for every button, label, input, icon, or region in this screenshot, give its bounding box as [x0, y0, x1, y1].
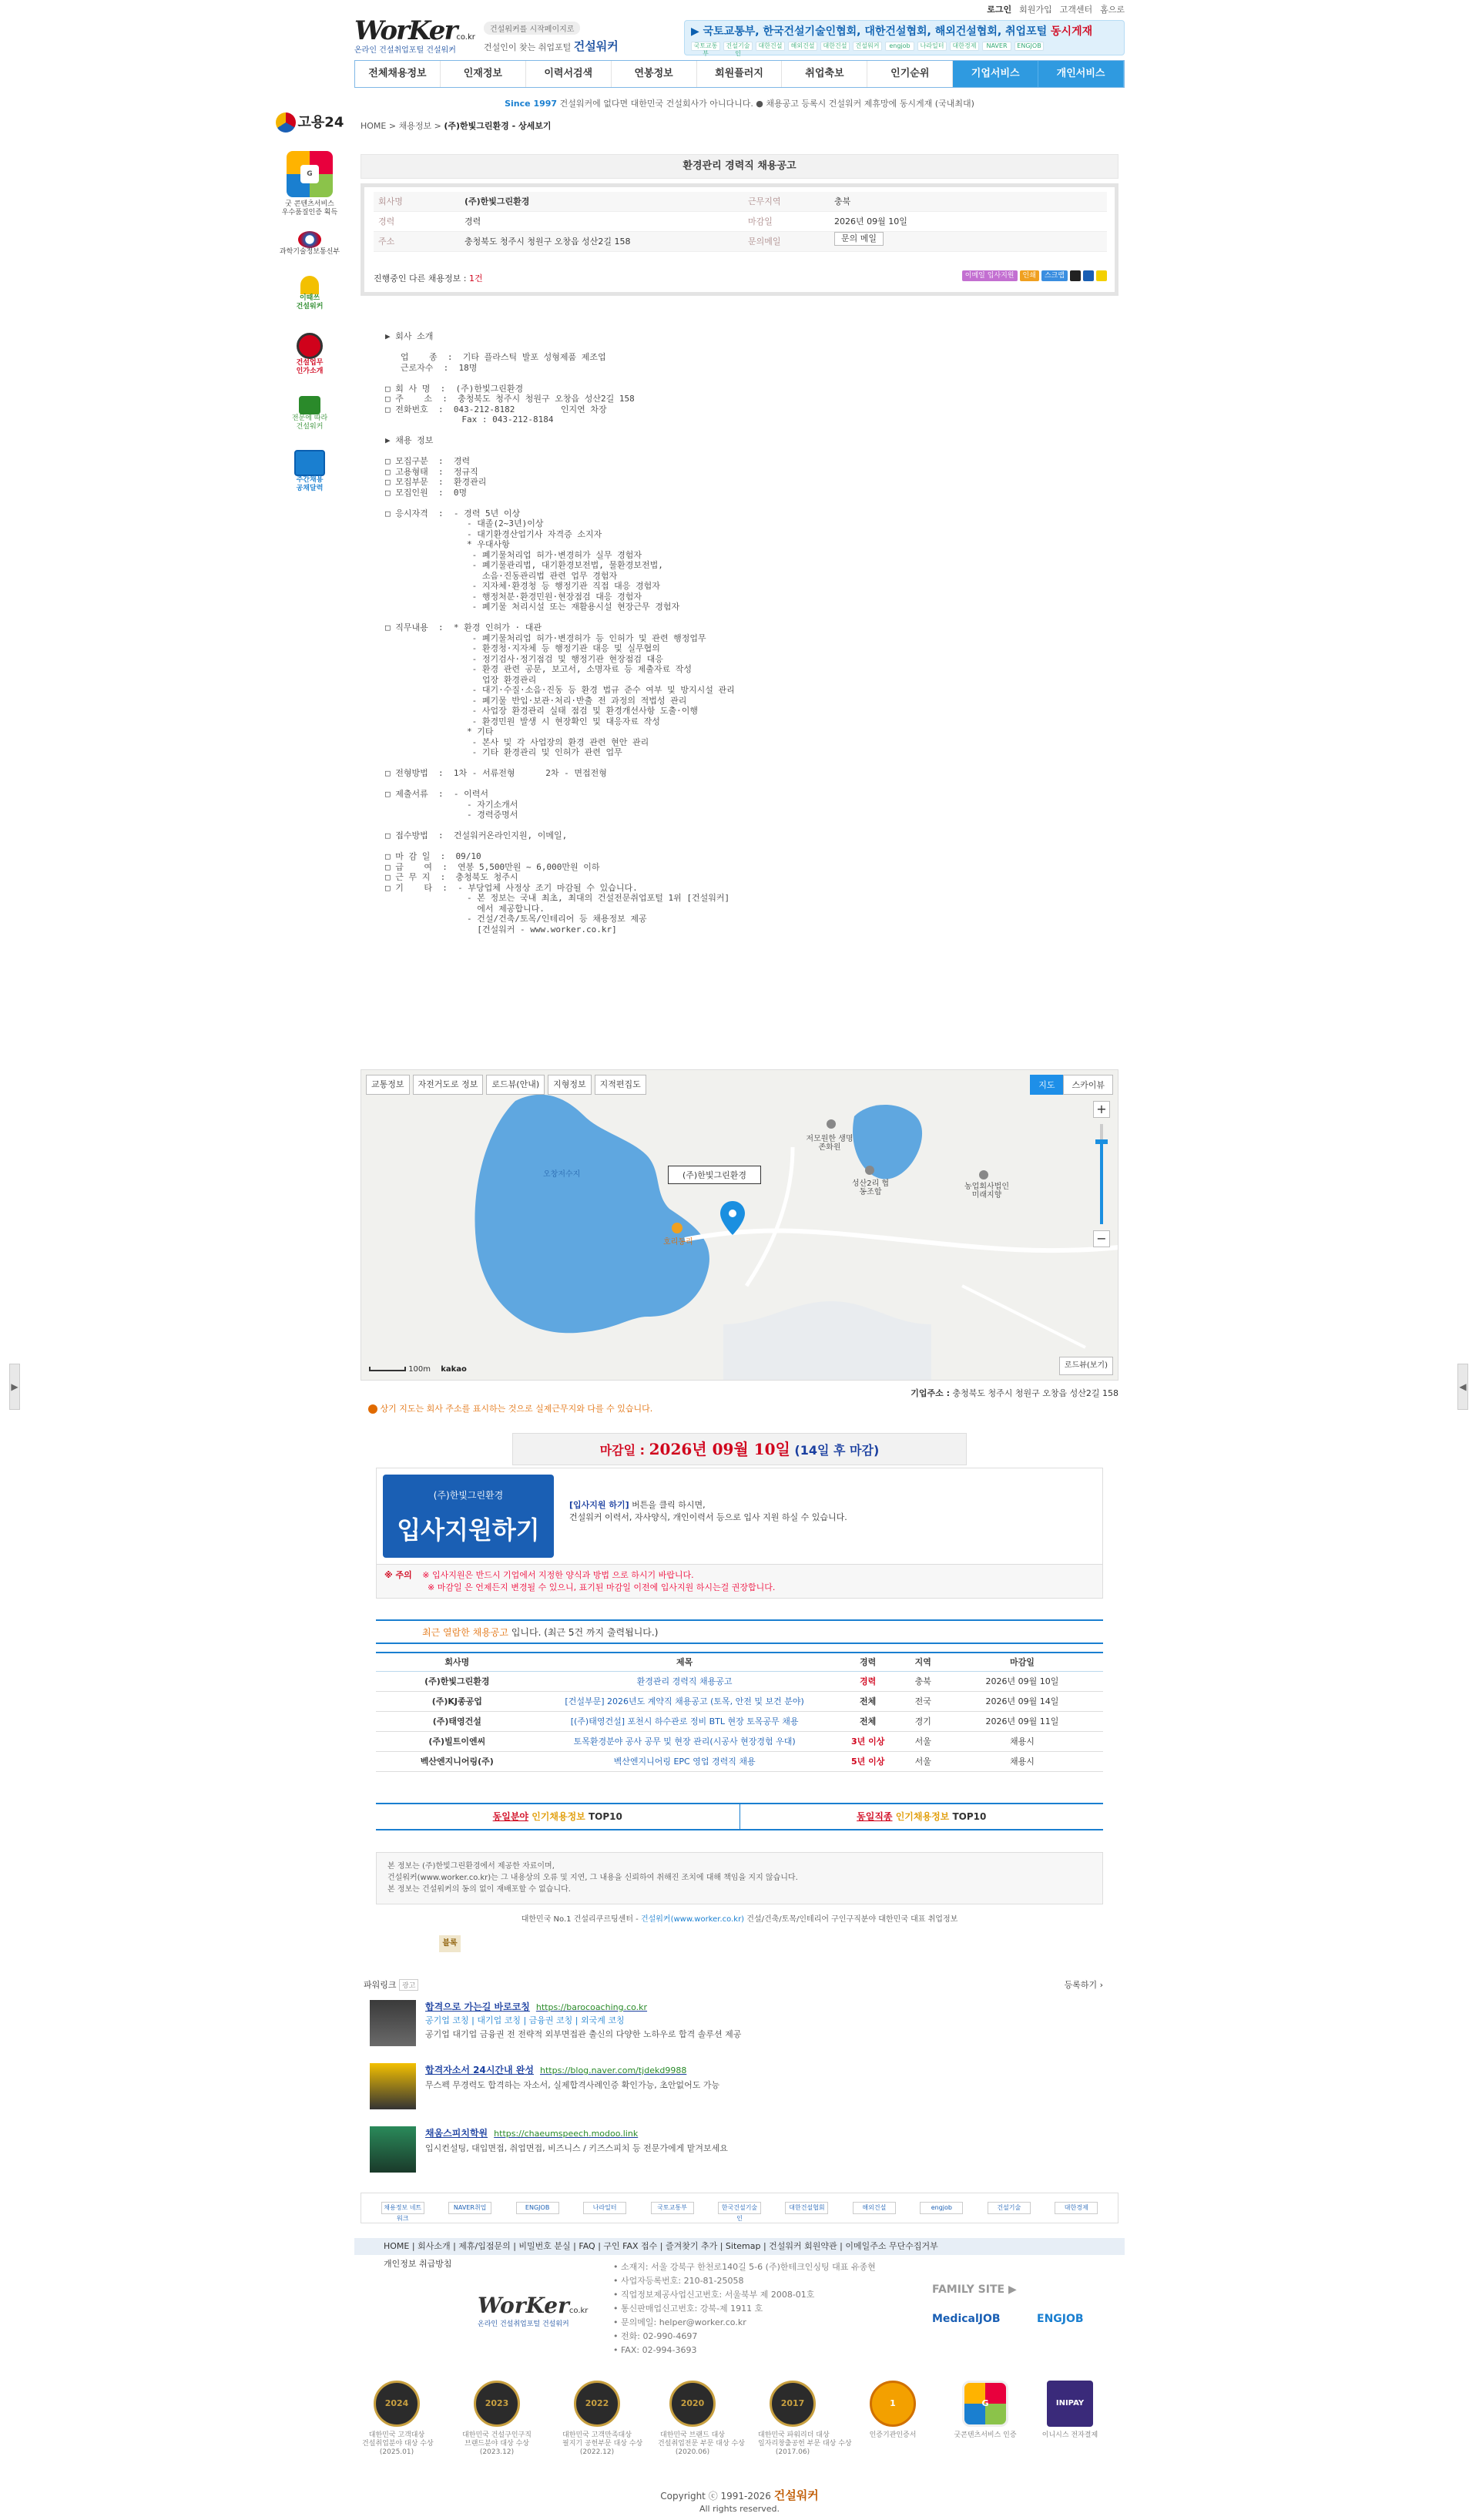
- footer-logo: WorKerco.kr 온라인 건설취업포털 건설워커: [478, 2293, 589, 2328]
- table-cell[interactable]: [(주)태영건설] 포천시 하수관로 정비 BTL 현장 토목공무 채용: [538, 1711, 831, 1731]
- ad-thumbnail: [370, 2063, 416, 2109]
- nav-ranking[interactable]: 인기순위: [867, 61, 953, 87]
- table-cell: 벡산엔지니어링(주): [376, 1751, 538, 1771]
- table-cell: 3년 이상: [831, 1731, 905, 1751]
- map-place-2: 성산2리 협동조합: [851, 1179, 890, 1196]
- partner-logo[interactable]: 해외건설: [853, 2202, 896, 2214]
- table-cell[interactable]: [건설부문] 2026년도 계약직 채용공고 (토목, 안전 및 보건 분야): [538, 1691, 831, 1711]
- sidebar-item-goodcontents[interactable]: G 굿 콘텐츠서비스 우수품질인증 획득: [268, 151, 351, 220]
- partner-logo: 건설기술인: [723, 42, 753, 51]
- table-cell: 채용시: [941, 1751, 1103, 1771]
- table-cell: 전체: [831, 1711, 905, 1731]
- award-icon: 2022: [574, 2381, 620, 2427]
- company-info-line: • 직업정보제공사업신고번호: 서울북부 제 2008-01호: [613, 2290, 815, 2300]
- award-caption: 인증기관인증서: [869, 2431, 917, 2439]
- map-bike-button[interactable]: 자전거도로 정보: [413, 1075, 484, 1095]
- awards-row: [354, 2381, 1125, 2458]
- other-jobs-bar: 진행중인 다른 채용정보 : 1건 이메일 입사지원 인쇄 스크랩: [374, 272, 1107, 284]
- table-cell: 5년 이상: [831, 1751, 905, 1771]
- blog-button[interactable]: 블록: [439, 1935, 461, 1952]
- kakao-share-icon[interactable]: [1096, 270, 1107, 281]
- award-badge: [562, 2381, 643, 2457]
- partner-logo[interactable]: 채용정보 네트워크: [381, 2202, 424, 2214]
- engjob-logo[interactable]: ENGJOB: [1037, 2313, 1084, 2325]
- facebook-share-icon[interactable]: [1083, 270, 1094, 281]
- partner-logo: ENGJOB: [1015, 42, 1044, 51]
- site-logo[interactable]: WorKerco.kr 온라인 건설취업포털 건설워커: [354, 15, 475, 55]
- breadcrumb-section[interactable]: 채용정보: [398, 121, 432, 131]
- partner-logo: 국토교통부: [691, 42, 720, 51]
- partner-logo: 대한건설: [756, 42, 785, 51]
- map-view-switch: [1030, 1075, 1113, 1095]
- map-place-3: 농업회사법인 미래지향: [964, 1183, 1009, 1200]
- road-third: [962, 1286, 1085, 1347]
- partner-logo[interactable]: 나라일터: [583, 2202, 626, 2214]
- partner-logo: 해외건설: [788, 42, 817, 51]
- pond-shape: [853, 1105, 922, 1179]
- table-cell: 서울: [905, 1751, 941, 1771]
- x-share-icon[interactable]: [1070, 270, 1081, 281]
- award-caption: 대한민국 브랜드 대상 건설취업전문 부문 대상 수상 (2020.06): [658, 2431, 745, 2456]
- table-cell: 충북: [905, 1671, 941, 1691]
- recent-jobs-header: 최근 열람한 채용공고 입니다. (최근 5건 까지 출력됩니다.): [376, 1621, 1103, 1644]
- table-cell[interactable]: 벡산엔지니어링 EPC 영업 경력직 채용: [538, 1751, 831, 1771]
- sidebar-item-calendar[interactable]: 주간채용 공채달력: [268, 450, 351, 496]
- family-site-link[interactable]: FAMILY SITE ▶: [932, 2283, 1017, 2296]
- partner-logo[interactable]: 한국건설기술인: [718, 2202, 761, 2214]
- partner-logo[interactable]: ENGJOB: [516, 2202, 559, 2214]
- award-icon: 1: [870, 2381, 916, 2427]
- banner-logos: [691, 42, 1118, 57]
- ad-item[interactable]: 합격으로 가는길 바로코칭 https://barocoaching.co.kr 공기업 코칭 | 대기업 코칭 | 금융권 코칭 | 외국계 코칭 공기업 대기업 금융권 전 전략적 외부면접관 출신의 다양한 노하우로 합격 솔루션 제공: [370, 2000, 1094, 2049]
- left-scroll-arrow[interactable]: ▶: [9, 1364, 20, 1410]
- table-row[interactable]: [376, 1711, 1103, 1731]
- sidebar-item-banner-2[interactable]: 건설업무 인가소개: [268, 333, 351, 379]
- sidebar-item-banner-3[interactable]: 전문에 따라 건설워커: [268, 396, 351, 435]
- rights: All rights reserved.: [699, 2504, 780, 2514]
- print-button[interactable]: 인쇄: [1020, 270, 1039, 281]
- award-badge: [362, 2381, 434, 2457]
- map-cadastral-button[interactable]: 지적편집도: [595, 1075, 646, 1095]
- map-notice: 상기 지도는 회사 주소를 표시하는 것으로 실제근무지와 다를 수 있습니다.: [368, 1402, 652, 1414]
- partner-logo[interactable]: 대한건설협회: [785, 2202, 828, 2214]
- table-cell: 2026년 09월 14일: [941, 1691, 1103, 1711]
- table-header: 경력: [831, 1653, 905, 1671]
- award-icon: 2024: [374, 2381, 420, 2427]
- table-cell: 2026년 09월 10일: [941, 1671, 1103, 1691]
- ad-item[interactable]: 합격자소서 24시간내 완성 https://blog.naver.com/tjdekd9988 무스펙 무경력도 합격하는 자소서, 실제합격사례인증 확인가능, 초안없어도 가능: [370, 2063, 1094, 2112]
- recent-jobs: [376, 1619, 1103, 1772]
- table-row[interactable]: [376, 1671, 1103, 1691]
- award-icon: 2017: [770, 2381, 816, 2427]
- award-caption: 대한민국 고객만족대상 필지기 공헌부문 대상 수상 (2022.12): [562, 2431, 643, 2456]
- job-info-box: [361, 183, 1118, 296]
- reservoir-shape: [475, 1095, 709, 1334]
- partner-logo[interactable]: 대한경제: [1055, 2202, 1098, 2214]
- company-info-line: • 전화: 02-990-4697: [613, 2331, 698, 2341]
- table-header: 회사명: [376, 1653, 538, 1671]
- breadcrumb-current: (주)한빛그린환경 - 상세보기: [444, 121, 552, 131]
- table-row[interactable]: [376, 1731, 1103, 1751]
- breadcrumb: HOME > 채용정보 > (주)한빛그린환경 - 상세보기: [361, 121, 552, 131]
- table-cell: 2026년 09월 11일: [941, 1711, 1103, 1731]
- breadcrumb-home[interactable]: HOME: [361, 121, 387, 131]
- award-caption: 대한민국 고객대상 건설취업분야 대상 수상 (2025.01): [362, 2431, 434, 2456]
- info-row-company: 회사명 (주)한빛그린환경 근무지역 충북: [374, 192, 1107, 212]
- map-place-5: 오창저수지: [543, 1170, 581, 1179]
- top-links: [987, 3, 1125, 15]
- award-badge: [658, 2381, 745, 2457]
- table-header: 제목: [538, 1653, 831, 1671]
- start-page-pill[interactable]: 건설워커를 시작페이지로: [484, 22, 580, 35]
- table-cell: 경력: [831, 1671, 905, 1691]
- partner-logo[interactable]: 건설기술: [988, 2202, 1031, 2214]
- award-badge: [858, 2381, 927, 2440]
- signup-link[interactable]: 회원가입: [1019, 5, 1052, 15]
- info-row-address: 주소 충청북도 청주시 청원구 오창읍 성산2길 158 문의메일 문의 메일: [374, 232, 1107, 252]
- job-title: 환경관리 경력직 채용공고: [361, 154, 1118, 179]
- map-traffic-button[interactable]: 교통정보: [366, 1075, 410, 1095]
- company-info-line: • 사업자등록번호: 210-81-25058: [613, 2276, 744, 2286]
- award-caption: 대한민국 파워리더 대상 일자리창출공헌 부문 대상 수상 (2017.06): [758, 2431, 852, 2456]
- nav-resume-search[interactable]: 이력서검색: [526, 61, 612, 87]
- map-roadview-info-button[interactable]: 로드뷰(안내): [486, 1075, 545, 1095]
- map-canvas: [361, 1070, 1118, 1381]
- job-detail-text: ▶ 회사 소개 업 종 : 기타 플라스틱 발포 성형제품 제조업 근로자수 : 18명 □ 회 사 명 : (주)한빛그린환경 □ 주 소 : 충청북도 청주시 청원구 오창읍 성산2길 158 □ 전화번호 : 043-212-8182 인지연 차장 Fax : 043-212-8184 ▶ 채용 정보 □ 모집구분 : 경력 □ 고용형태 : 정규직 □ 모집부문 : 환경관리 □ 모집인원 : 0명 □ 응시자격 : - 경력 5년 이상 - 대졸(2~3년)이상 - 대기환경산업기사 자격증 소지자 * 우대사항 - 폐기물처리업 허가·변경허가 실무 경험자 - 폐기물관리법, 대기환경보전법, 물환경보전법, 소음·진동관리법 관련 업무 경험자 - 지자체·환경청 등 행정기관 직접 대응 경험자 - 행정처분·환경민원·현장점검 대응 경험자 - 폐기물 처리시설 또는 재활용시설 현장근무 경험자 □ 직무내용 : * 환경 인허가 · 대관 - 폐기물처리업 허가·변경허가 등 인허가 및 관련 행정업무 - 환경청·지자체 등 행정기관 대응 및 실무협의 - 정기검사·정기점검 및 행정기관 현장점검 대응 - 환경 관련 공문, 보고서, 소명자료 등 제출자료 작성 업장 환경관리 - 대기·수질·소음·진동 등 환경 법규 준수 여부 및 방지시설 관리 - 폐기물 반입·보관·처리·반출 전 과정의 적법성 관리 - 사업장 환경관리 실태 점검 및 환경개선사항 도출·이행 - 환경민원 발생 시 현장확인 및 대응자료 작성 * 기타 - 본사 및 각 사업장의 환경 관련 현안 관리 - 기타 환경관리 및 인허가 관련 업무 □ 전형방법 : 1차 - 서류전형 2차 - 면접전형 □ 제출서류 : - 이력서 - 자기소개서 - 경력증명서 □ 접수방법 : 건설워커온라인지원, 이메일, □ 마 감 일 : 09/10 □ 급 여 : 연봉 5,500만원 ~ 6,000만원 이하 □ 근 무 지 : 충청북도 청주시 □ 기 타 : - 부당업체 사정상 조기 마감될 수 있습니다. - 본 정보는 국내 최초, 최대의 건설전문취업포털 1위 [건설워커] 에서 제공합니다. - 건설/건축/토목/인테리어 등 채용정보 제공 [건설워커 - www.worker.co.kr]: [385, 331, 735, 935]
- table-header: 지역: [905, 1653, 941, 1671]
- zoom-slider[interactable]: [1100, 1124, 1103, 1224]
- company-address: 기업주소 : 충청북도 청주시 청원구 오창읍 성산2길 158: [911, 1388, 1118, 1398]
- nav-talent[interactable]: 인재정보: [441, 61, 526, 87]
- partner-strip: [361, 2193, 1118, 2223]
- tagline-link[interactable]: 건설워커(www.worker.co.kr): [640, 1915, 745, 1924]
- main-nav: [354, 60, 1125, 88]
- table-cell: (주)한빛그린환경: [376, 1671, 538, 1691]
- partner-logo[interactable]: NAVER취업: [448, 2202, 491, 2214]
- kakao-logo: kakao: [441, 1365, 467, 1374]
- good-content-icon: G: [287, 151, 333, 197]
- company-info-line: • 통신판매업신고번호: 강북-제 1911 호: [613, 2304, 763, 2314]
- calendar-icon: [294, 450, 325, 476]
- map-toolbar: [366, 1075, 646, 1095]
- table-cell: (주)태영건설: [376, 1711, 538, 1731]
- table-cell: 전체: [831, 1691, 905, 1711]
- table-cell[interactable]: 환경관리 경력직 채용공고: [538, 1671, 831, 1691]
- sidebar-item-banner-1[interactable]: 이때쓰 건설워커: [268, 276, 351, 314]
- ad-item[interactable]: 채움스피치학원 https://chaeumspeech.modoo.link 입시컨설팅, 대입면접, 취업면접, 비즈니스 / 키즈스피치 등 전문가에게 맡겨보세요: [370, 2126, 1094, 2176]
- table-cell: (주)KJ종공업: [376, 1691, 538, 1711]
- table-header: 마감일: [941, 1653, 1103, 1671]
- award-icon: INIPAY: [1047, 2381, 1093, 2427]
- partner-logo[interactable]: 국토교통부: [651, 2202, 694, 2214]
- table-cell: 경기: [905, 1711, 941, 1731]
- land-shape: [723, 1301, 931, 1381]
- footer-nav[interactable]: HOME | 회사소개 | 제휴/입점문의 | 비밀번호 분실 | FAQ | 구인 FAX 접수 | 즐겨찾기 추가 | Sitemap | 건설워커 회원약관 | 이메일주소 무단수집거부: [354, 2238, 1125, 2255]
- powerlink-label: 파워링크 광고: [364, 1978, 418, 1991]
- award-badge: [1035, 2381, 1105, 2440]
- table-cell: 채용시: [941, 1731, 1103, 1751]
- apply-button[interactable]: (주)한빛그린환경 입사지원하기: [383, 1475, 554, 1558]
- award-badge: [758, 2381, 852, 2457]
- right-scroll-arrow[interactable]: ◀: [1457, 1364, 1468, 1410]
- apply-warning: ※ 주의 ※ 입사지원은 반드시 기업에서 지정한 양식과 방법 으로 하시기 바랍니다. ※ 마감일 은 언제든지 변경될 수 있으니, 표기된 마감일 이전에 입사지원 하시는걸 권장합니다.: [377, 1564, 1102, 1598]
- company-info-line: • 문의메일: helper@worker.co.kr: [613, 2317, 746, 2327]
- road-main: [685, 1230, 1118, 1250]
- deadline-banner: 마감일 : 2026년 09월 10일 (14일 후 마감): [512, 1433, 967, 1465]
- map-marker-label[interactable]: (주)한빛그린환경: [668, 1166, 761, 1184]
- award-caption: 대한민국 건설구인구직 브랜드분야 대상 수상 (2023.12): [462, 2431, 532, 2456]
- partner-logo: 나라일터: [917, 42, 947, 51]
- award-caption: 굿콘텐츠서비스 인증: [954, 2431, 1017, 2439]
- tab-same-field-top10[interactable]: 동일분야 인기채용정보 TOP10: [376, 1804, 740, 1829]
- award-badge: [951, 2381, 1020, 2440]
- award-caption: 이니시스 전자결제: [1041, 2431, 1098, 2439]
- table-row[interactable]: [376, 1751, 1103, 1771]
- tab-same-job-top10[interactable]: 동일직종 인기채용정보 TOP10: [857, 1811, 987, 1822]
- top10-tabs: [376, 1803, 1103, 1830]
- nav-personal-service[interactable]: 개인서비스: [1038, 61, 1124, 87]
- map-view-button[interactable]: 지도: [1030, 1075, 1063, 1095]
- partner-banner[interactable]: ▶ 국토교통부, 한국건설기술인협회, 대한건설협회, 해외건설협회, 취업포털 동시게재 국토교통부 건설기술인 대한건설 해외건설 대한건설 건설워커 engjob 나라일터 대한경제 NAVER ENGJOB: [684, 20, 1125, 55]
- nav-member[interactable]: 회원플러지: [697, 61, 783, 87]
- inquiry-mail-button[interactable]: 문의 메일: [834, 232, 884, 246]
- privacy-link[interactable]: 개인정보 취급방침: [384, 2259, 452, 2269]
- zoom-out-button[interactable]: −: [1093, 1230, 1110, 1247]
- apply-box: [376, 1468, 1103, 1599]
- info-icon: [368, 1404, 377, 1414]
- award-icon: 2023: [474, 2381, 520, 2427]
- partner-logo: engjob: [885, 42, 914, 51]
- ad-thumbnail: [370, 2000, 416, 2046]
- table-row[interactable]: [376, 1691, 1103, 1711]
- nav-corp-service[interactable]: 기업서비스: [953, 61, 1038, 87]
- scrap-button[interactable]: 스크랩: [1041, 270, 1068, 281]
- since-banner: Since 1997 건설워커에 없다면 대한민국 건설회사가 아니다니다. ● 채용공고 등록시 건설워커 제휴망에 동시게재 (국내최대): [505, 99, 974, 109]
- copyright: Copyright ⓒ 1991-2026 건설워커: [660, 2488, 819, 2502]
- slogan: 건설워커를 시작페이지로 건설인이 찾는 취업포털 건설워커: [484, 22, 619, 54]
- sidebar-item-msit[interactable]: 과학기술정보통신부: [268, 231, 351, 262]
- map-terrain-button[interactable]: 지형정보: [548, 1075, 592, 1095]
- map-place-1: 저모원한 생명존화원: [806, 1135, 854, 1152]
- company-info-line: • 소재지: 서울 강북구 한천로140길 5-6 (주)한테크인싱팅 대표 유종현: [613, 2262, 876, 2272]
- other-jobs-count[interactable]: 1건: [468, 273, 483, 284]
- recent-jobs-table: [376, 1652, 1103, 1772]
- company-info-line: • FAX: 02-994-3693: [613, 2345, 697, 2355]
- sidebar-item-goyong24[interactable]: 고용24: [268, 112, 351, 136]
- award-badge: [462, 2381, 532, 2457]
- medicaljob-logo[interactable]: MedicalJOB: [932, 2313, 1001, 2325]
- nav-tips[interactable]: 취업축보: [782, 61, 867, 87]
- tagline: 대한민국 No.1 건설리쿠르팅센터 - 건설워커(www.worker.co.kr) 건설/건축/토목/인테리어 구인구직분야 대한민국 대표 취업정보: [521, 1915, 958, 1924]
- partner-logo: NAVER: [982, 42, 1011, 51]
- partner-logo: 대한경제: [950, 42, 979, 51]
- map-scale: 100m kakao: [369, 1365, 467, 1374]
- job-tools: [962, 270, 1107, 281]
- table-cell: (주)빌트이엔씨: [376, 1731, 538, 1751]
- disclaimer: 본 정보는 (주)한빛그린환경에서 제공한 자료이며, 건설워커(www.worker.co.kr)는 그 내용상의 오류 및 지연, 그 내용을 신뢰하여 취해진 조치에 대해 책임을 지지 않습니다. 본 정보는 건설워커의 동의 없이 재배포할 수 없습니다.: [376, 1852, 1103, 1904]
- goyong24-icon: [276, 112, 296, 133]
- apply-instructions: [입사지원 하기] 버튼을 클릭 하시면, 건설워커 이력서, 자사양식, 개인이력서 등으로 입사 지원 하실 수 있습니다.: [569, 1500, 847, 1522]
- company-info: [613, 2260, 876, 2357]
- ad-thumbnail: [370, 2126, 416, 2173]
- nav-all-jobs[interactable]: 전체채용정보: [355, 61, 441, 87]
- partner-logo: 대한건설: [820, 42, 850, 51]
- msit-icon: [298, 231, 321, 248]
- home-link[interactable]: 홈으로: [1100, 5, 1125, 15]
- nav-salary[interactable]: 연봉정보: [612, 61, 697, 87]
- partner-logo[interactable]: engjob: [920, 2202, 963, 2214]
- info-row-career: 경력 경력 마감일 2026년 09월 10일: [374, 212, 1107, 232]
- trophy-icon: [300, 276, 319, 294]
- register-ad-link[interactable]: 등록하기 ›: [1064, 1980, 1103, 1990]
- zoom-control: [1093, 1101, 1110, 1247]
- table-cell: 서울: [905, 1731, 941, 1751]
- support-link[interactable]: 고객센터: [1059, 5, 1093, 15]
- award-icon: G: [962, 2381, 1008, 2427]
- email-apply-button[interactable]: 이메일 입사지원: [962, 270, 1018, 281]
- table-cell: 전국: [905, 1691, 941, 1711]
- book-icon: [299, 396, 320, 414]
- partner-logo: 건설워커: [853, 42, 882, 51]
- award-icon: 2020: [669, 2381, 716, 2427]
- login-link[interactable]: 로그인: [987, 5, 1012, 15]
- map-place-4: 호리동리: [663, 1238, 693, 1247]
- zoom-in-button[interactable]: +: [1093, 1101, 1110, 1118]
- roadview-button[interactable]: 로드뷰(보기): [1059, 1357, 1113, 1375]
- company-map[interactable]: [361, 1069, 1118, 1381]
- character-icon: [297, 333, 323, 359]
- table-cell[interactable]: 토목환경분야 공사 공무 및 현장 관리(시공사 현장경험 우대): [538, 1731, 831, 1751]
- skyview-button[interactable]: 스카이뷰: [1063, 1075, 1113, 1095]
